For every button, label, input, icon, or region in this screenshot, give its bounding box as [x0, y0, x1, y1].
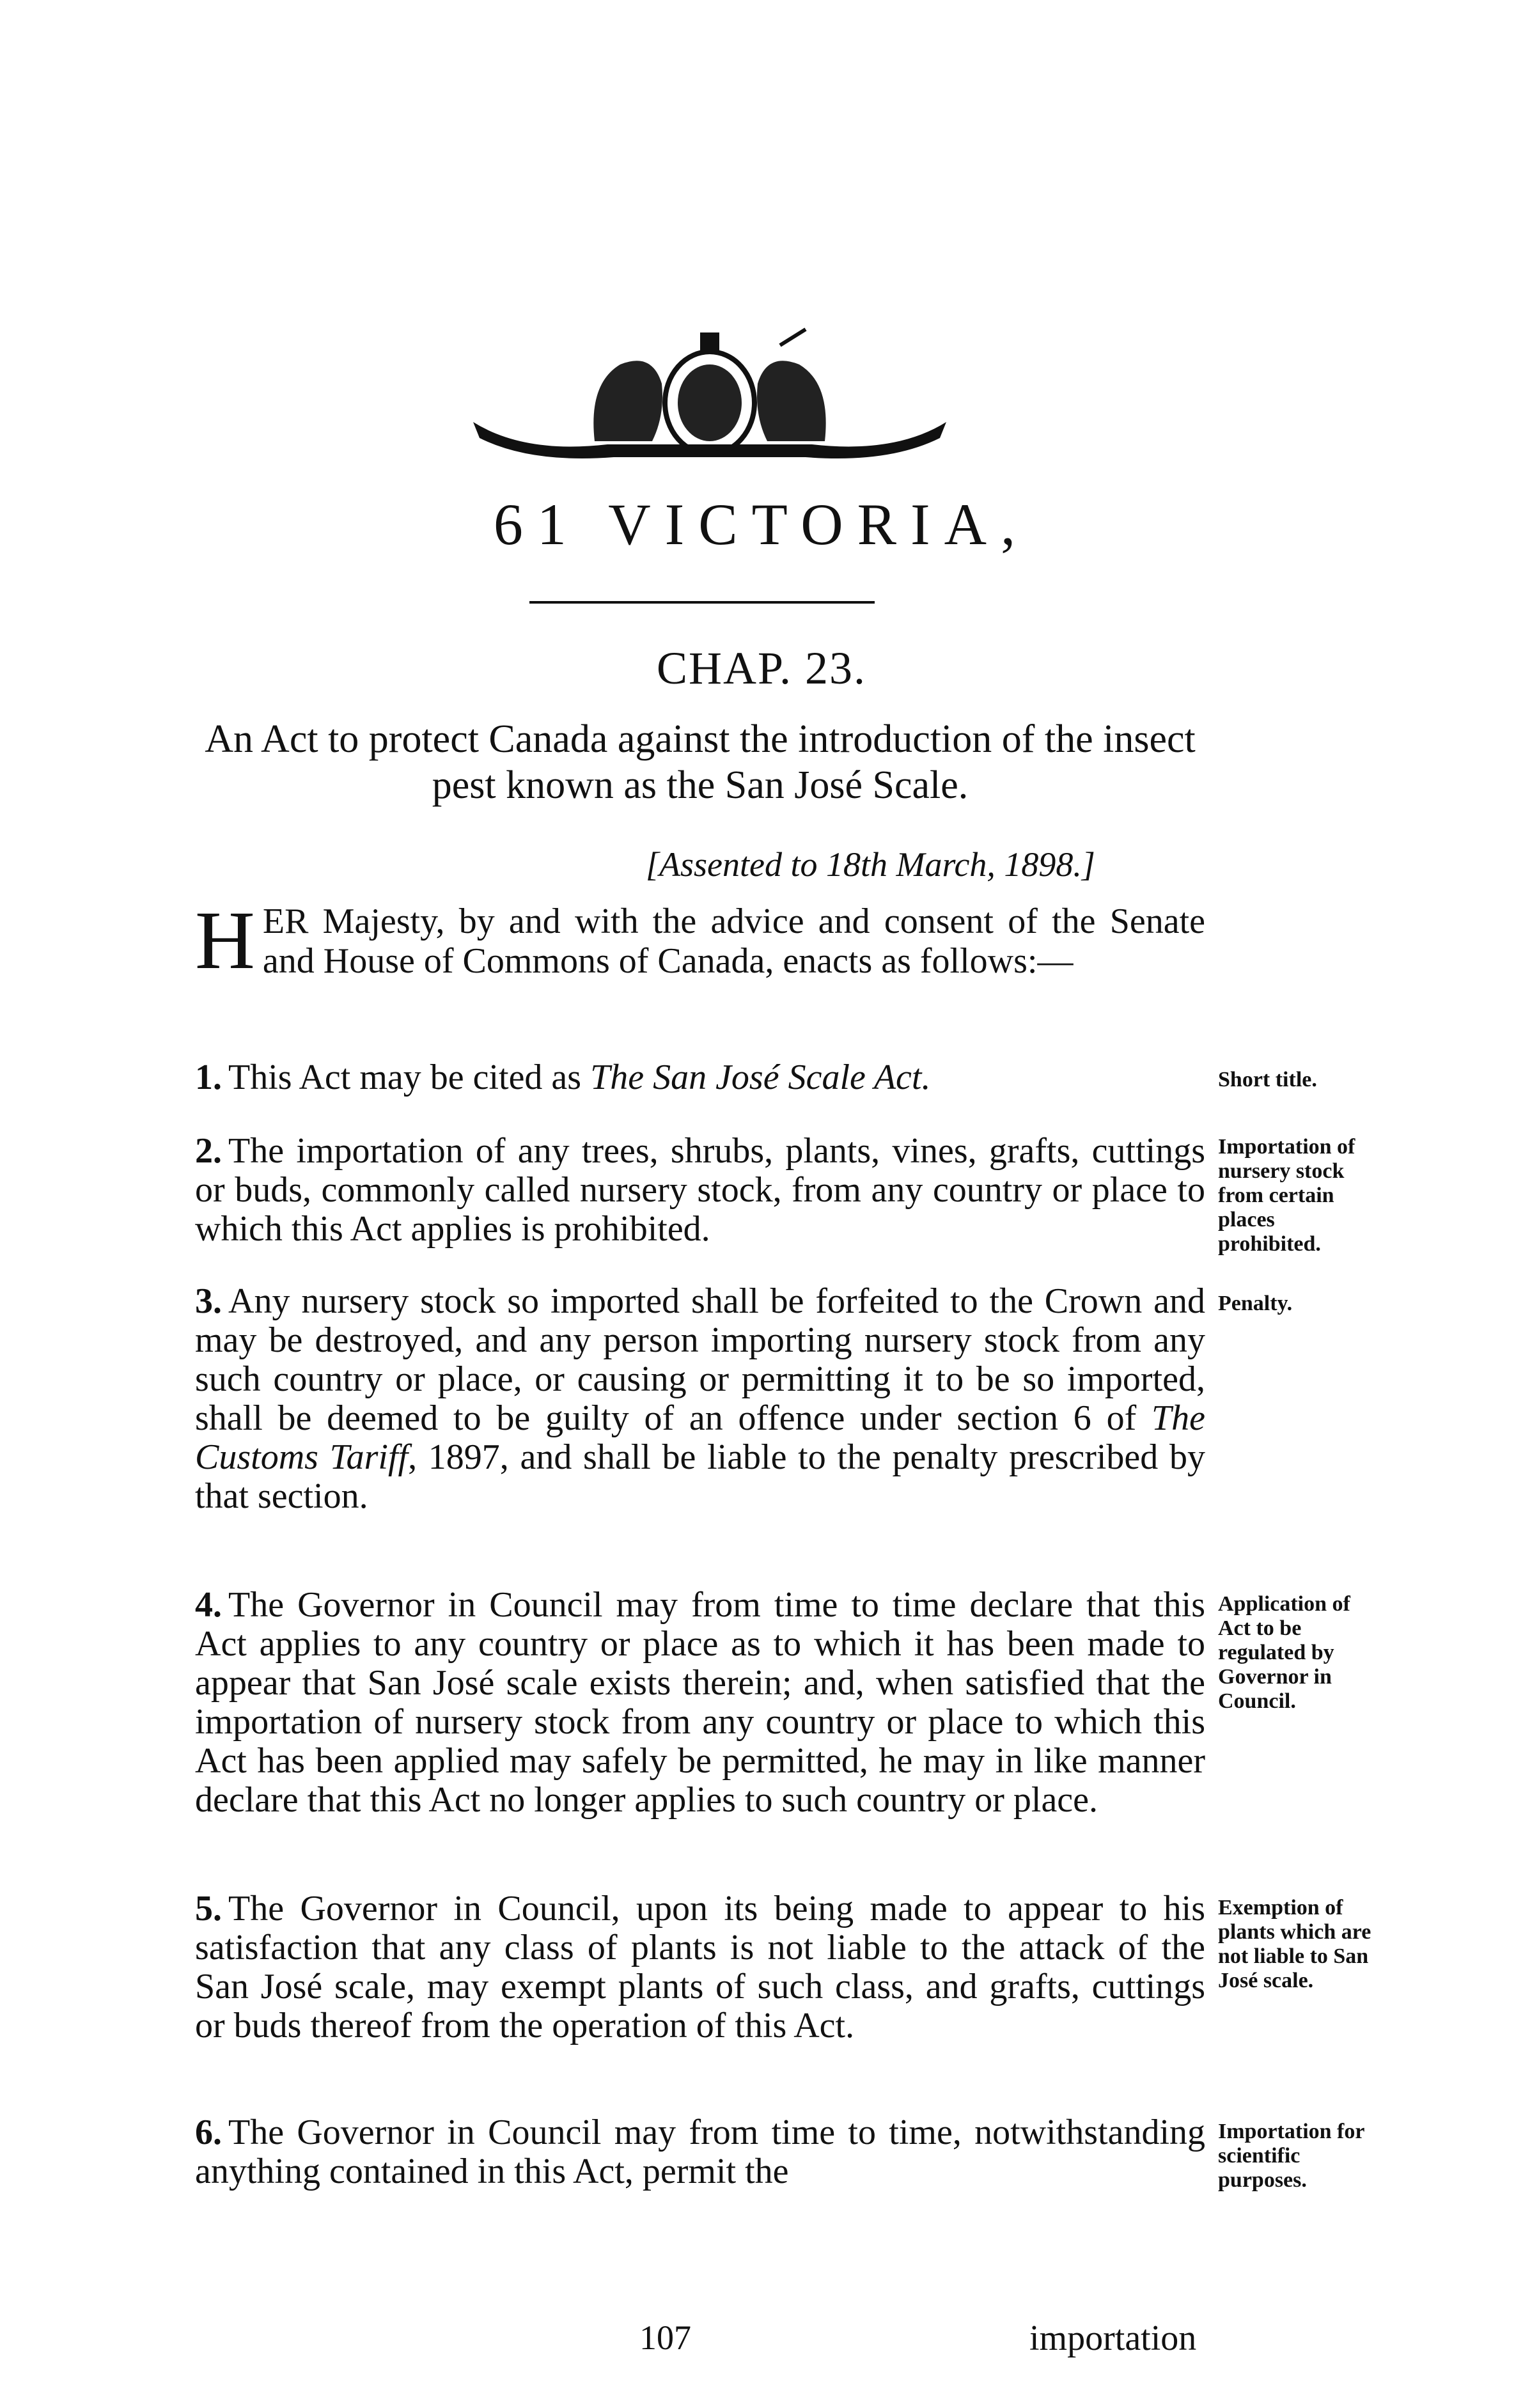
act-title: An Act to protect Canada against the introduction of the insect pest known as the San José Scale. — [205, 717, 1196, 807]
divider-rule — [529, 601, 875, 604]
regnal-year: 61 VICTORIA, — [493, 492, 1030, 557]
page-number: 107 — [639, 2318, 691, 2357]
marginal-note-5: Exemption of plants which are not liable to San José scale. — [1218, 1896, 1371, 1992]
section-2 — [195, 1132, 1205, 1249]
section-number: 6. — [195, 2113, 222, 2152]
catchword: importation — [1029, 2318, 1197, 2358]
section-number: 1. — [195, 1058, 222, 1097]
section-number: 2. — [195, 1131, 222, 1171]
section-number: 3. — [195, 1281, 222, 1321]
enacting-clause — [195, 895, 1205, 987]
marginal-note-2: Importation of nursery stock from certain places prohibited. — [1218, 1135, 1355, 1256]
section-text: The Governor in Council may from time to time declare that this Act applies to any country or place as to which it has been made to appear that San José scale exists therein; and, when satisfied that the importation of nursery stock from any country or place to which this Act has been applied may safely be permitted, he may in like manner declare that this Act no longer applies to such country or place. — [195, 1585, 1205, 1820]
section-text: This Act may be cited as — [228, 1058, 591, 1097]
section-4 — [195, 1586, 1205, 1820]
section-text: The importation of any trees, shrubs, plants, vines, grafts, cuttings or buds, commonly called nursery stock, from any country or place to which this Act applies is prohibited. — [195, 1131, 1205, 1249]
marginal-note-1: Short title. — [1218, 1068, 1317, 1091]
drop-cap: H — [195, 895, 255, 987]
assent-date: [Assented to 18th March, 1898.] — [646, 845, 1095, 884]
section-5 — [195, 1889, 1205, 2045]
marginal-note-4: Application of Act to be regulated by Governor in Council. — [1218, 1592, 1350, 1713]
section-italic: The Customs Tariff — [195, 1398, 1205, 1477]
section-text: The Governor in Council may from time to time, notwithstanding anything contained in this Act, permit the — [195, 2113, 1205, 2191]
section-number: 4. — [195, 1585, 222, 1625]
marginal-note-6: Importation for scientific purposes. — [1218, 2120, 1364, 2192]
section-text: The Governor in Council, upon its being made to appear to his satisfaction that any class of plants is not liable to the attack of the San José scale, may exempt plants of such class, and grafts, cuttings or buds thereof from the operation of this Act. — [195, 1889, 1205, 2045]
section-text: Any nursery stock so imported shall be forfeited to the Crown and may be destroyed, and any person importing nursery stock from any such country or place, or causing or permitting it to be so imported, shall be deemed to be guilty of an offence under section 6 of — [195, 1281, 1205, 1438]
section-1 — [195, 1058, 1205, 1097]
section-3 — [195, 1282, 1205, 1516]
royal-coat-of-arms — [448, 326, 972, 467]
section-number: 5. — [195, 1889, 222, 1928]
section-text-after: , 1897, and shall be liable to the penalty prescribed by that section. — [195, 1437, 1205, 1516]
marginal-note-3: Penalty. — [1218, 1292, 1293, 1315]
chapter-number: CHAP. 23. — [656, 643, 867, 694]
section-6 — [195, 2113, 1205, 2191]
section-italic: The San José Scale Act. — [590, 1058, 931, 1097]
enacting-text: ER Majesty, by and with the advice and consent of the Senate and House of Commons of Canada, enacts as follows:— — [262, 902, 1205, 981]
